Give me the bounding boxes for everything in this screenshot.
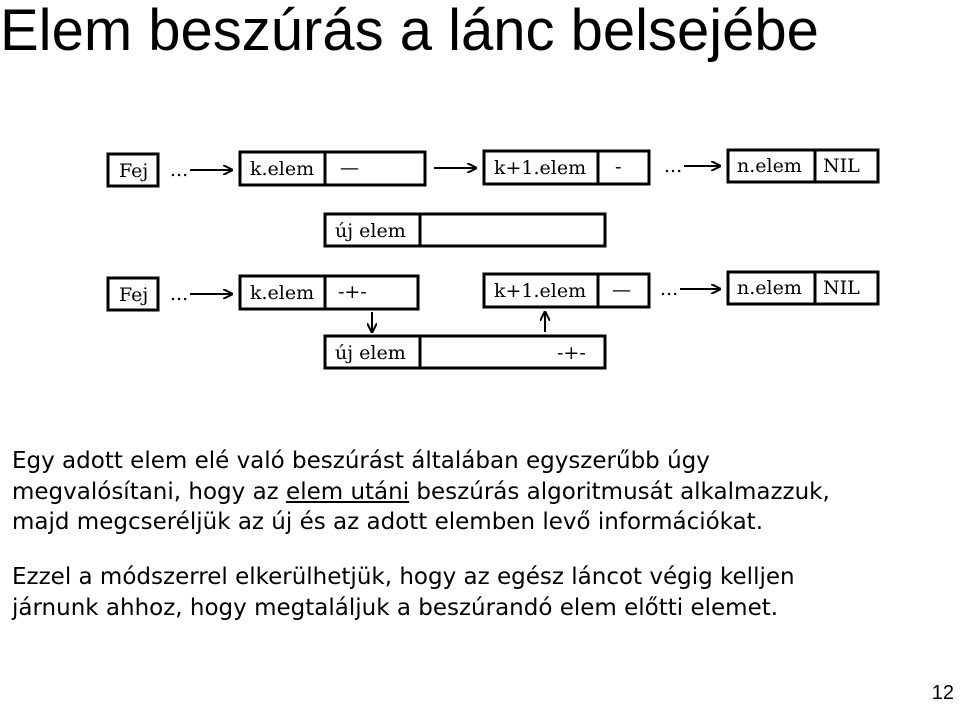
k1-node-after-pointer: — bbox=[612, 279, 631, 301]
paragraph-1-line-2 bbox=[12, 477, 952, 508]
k-node-pointer: — bbox=[340, 157, 359, 179]
k-node-label: k.elem bbox=[250, 158, 315, 180]
elem-utani-underlined: elem utáni bbox=[286, 478, 410, 505]
new-node-label: új elem bbox=[335, 220, 406, 242]
paragraph-1-line-2-end: beszúrás algoritmusát alkalmazzuk, bbox=[409, 478, 830, 505]
paragraph-1-line-2-start: megvalósítani, hogy az bbox=[12, 478, 287, 505]
dots-1-after: ... bbox=[170, 283, 189, 305]
new-node-inserted-pointer: -+- bbox=[557, 342, 586, 364]
dots-1: ... bbox=[170, 159, 189, 181]
k1-node-pointer: - bbox=[615, 156, 622, 178]
dots-2-after: ... bbox=[660, 278, 679, 300]
n-node-label: n.elem bbox=[737, 155, 802, 177]
paragraph-2-line-1: Ezzel a módszerrel elkerülhetjük, hogy az egész láncot végig kelljen bbox=[12, 564, 795, 590]
n-node-after-label: n.elem bbox=[737, 277, 802, 299]
paragraph-2 bbox=[12, 562, 952, 623]
k-node-after-label: k.elem bbox=[250, 282, 315, 304]
dots-2: ... bbox=[664, 155, 683, 177]
paragraph-1-line-3: majd megcseréljük az új és az adott elemben levő információkat. bbox=[12, 509, 764, 535]
head-label: Fej bbox=[119, 160, 149, 182]
before-row bbox=[108, 150, 878, 186]
k-node-after-pointer: -+- bbox=[338, 281, 367, 303]
k1-node-after-label: k+1.elem bbox=[494, 280, 587, 302]
paragraph-2-line-2: járnunk ahhoz, hogy megtaláljuk a beszúrandó elem előtti elemet. bbox=[12, 594, 779, 621]
head-label-after: Fej bbox=[119, 284, 149, 306]
k1-node-label: k+1.elem bbox=[494, 157, 587, 179]
n-node-pointer: NIL bbox=[823, 155, 860, 177]
slide-title: Elem beszúrás a lánc belsejébe bbox=[0, 0, 819, 63]
new-node-inserted-label: új elem bbox=[335, 342, 406, 364]
after-row bbox=[108, 272, 878, 368]
paragraph-1 bbox=[12, 446, 952, 538]
new-node-standalone bbox=[325, 214, 605, 246]
page-number: 12 bbox=[931, 682, 954, 704]
n-node-after-pointer: NIL bbox=[823, 277, 860, 299]
paragraph-1-line-1: Egy adott elem elé való beszúrást általában egyszerűbb úgy bbox=[12, 448, 710, 474]
